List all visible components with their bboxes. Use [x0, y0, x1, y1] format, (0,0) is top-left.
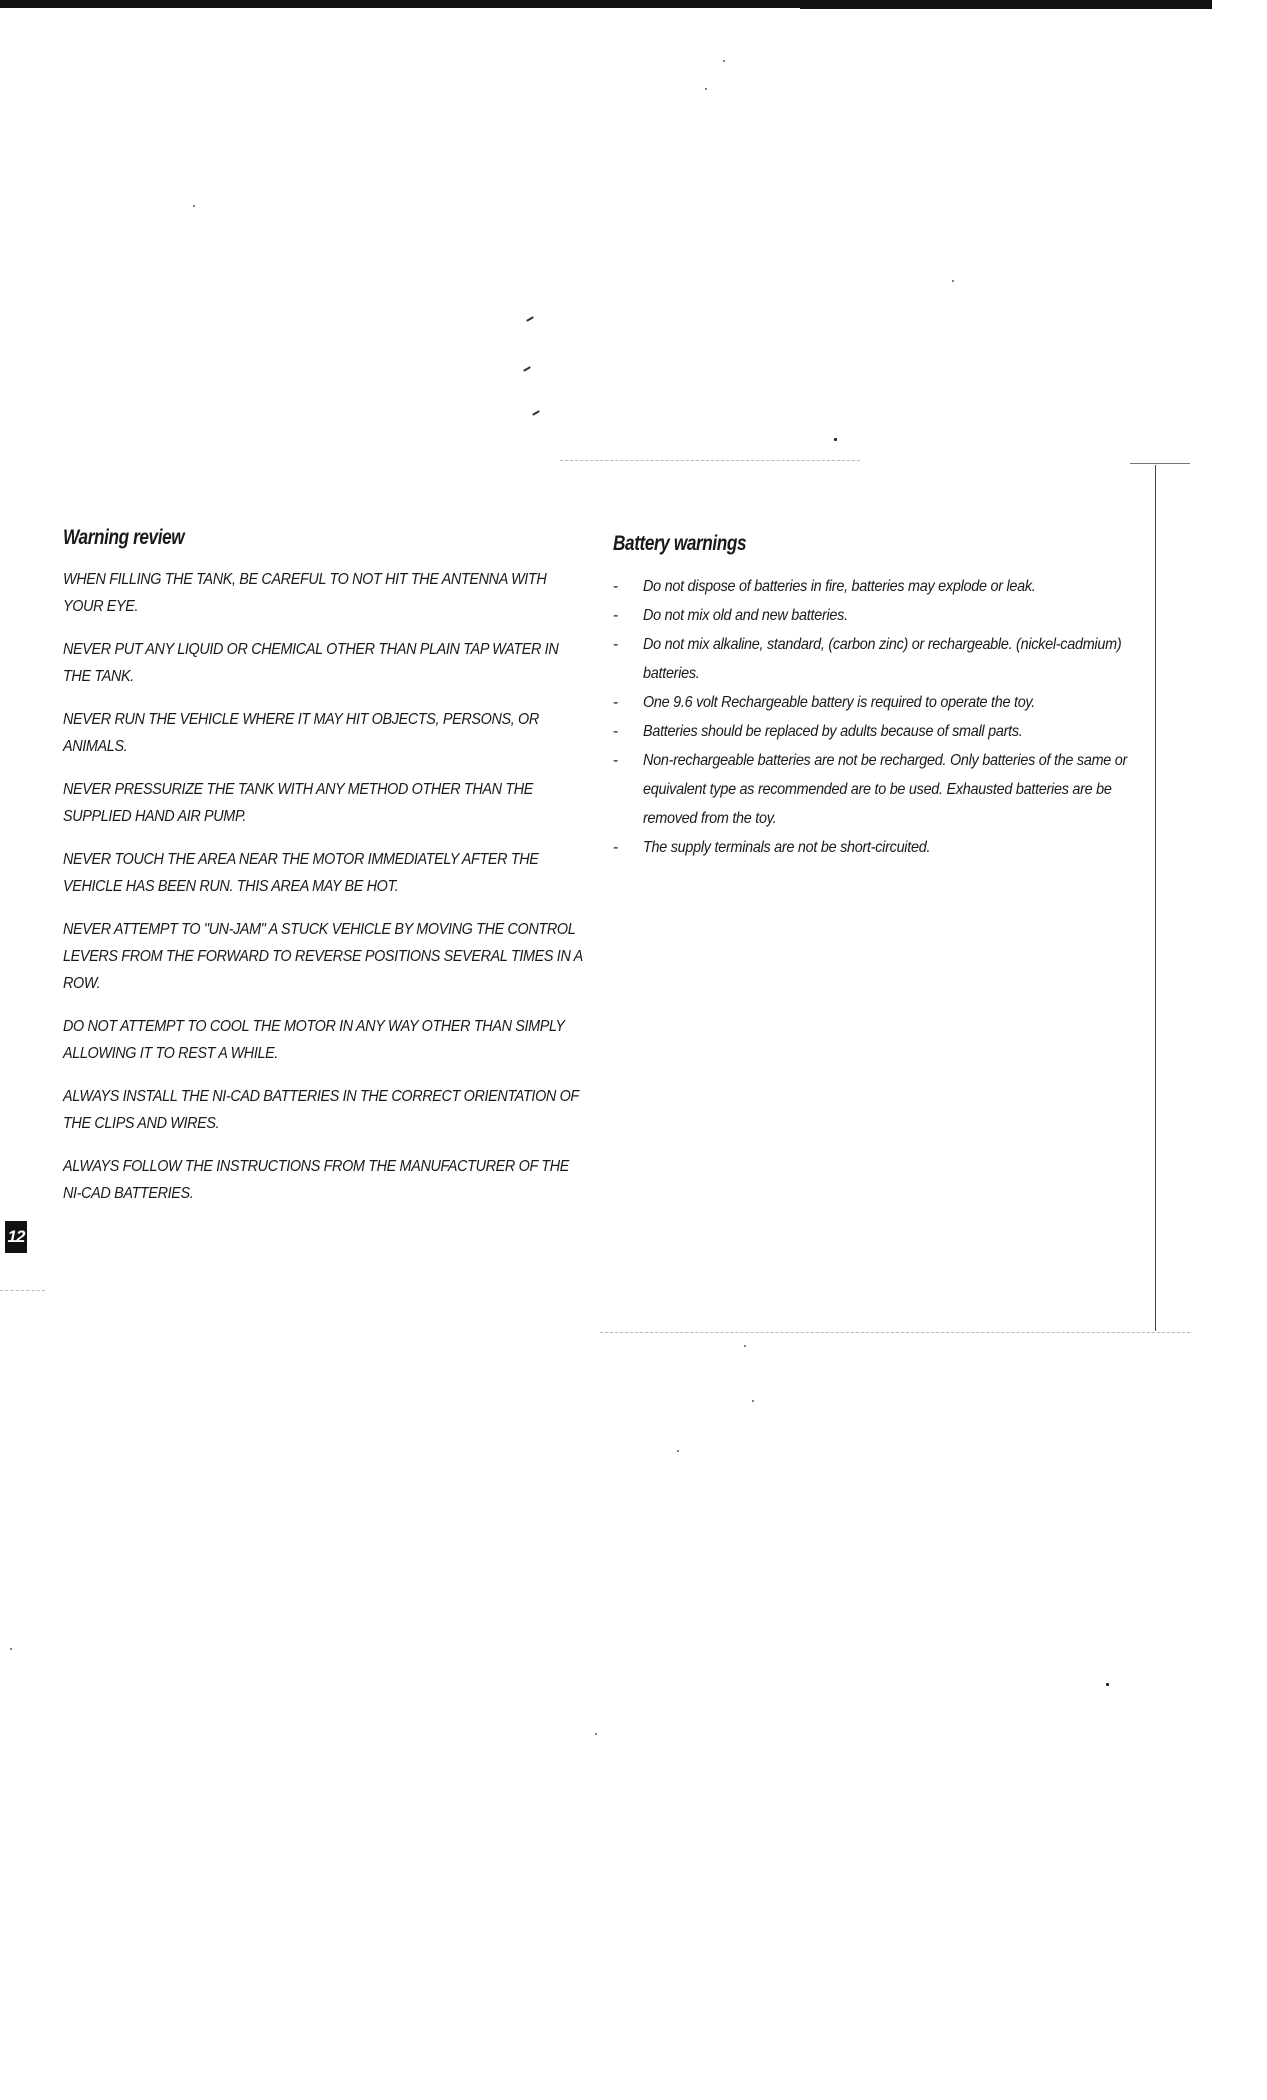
scan-speck	[952, 280, 954, 282]
warning-paragraph: ALWAYS INSTALL THE NI-CAD BATTERIES IN THE CORRECT ORIENTATION OF THE CLIPS AND WIRES.	[63, 1088, 579, 1132]
list-item	[613, 833, 1133, 862]
warning-review-title: Warning review	[63, 526, 185, 549]
scan-fold-line-top-right	[1130, 463, 1190, 464]
warning-paragraph: NEVER RUN THE VEHICLE WHERE IT MAY HIT OBJECTS, PERSONS, OR ANIMALS.	[63, 711, 539, 755]
battery-warnings-section	[613, 530, 1133, 862]
warning-paragraph: WHEN FILLING THE TANK, BE CAREFUL TO NOT HIT THE ANTENNA WITH YOUR EYE.	[63, 571, 547, 615]
scan-fold-line-top	[560, 460, 860, 461]
scan-speck	[523, 366, 531, 372]
warning-paragraph: NEVER TOUCH THE AREA NEAR THE MOTOR IMMEDIATELY AFTER THE VEHICLE HAS BEEN RUN. THIS AREA MAY BE HOT.	[63, 851, 539, 895]
list-bullet: -	[613, 607, 619, 624]
list-item	[613, 746, 1133, 833]
warning-paragraph: NEVER PRESSURIZE THE TANK WITH ANY METHOD OTHER THAN THE SUPPLIED HAND AIR PUMP.	[63, 781, 534, 825]
scan-speck	[677, 1450, 679, 1452]
list-item	[613, 630, 1133, 688]
list-bullet: -	[613, 723, 619, 740]
scan-speck	[10, 1648, 12, 1650]
scan-speck	[744, 1345, 746, 1347]
warning-paragraph: ALWAYS FOLLOW THE INSTRUCTIONS FROM THE MANUFACTURER OF THE NI-CAD BATTERIES.	[63, 1158, 569, 1202]
list-item-text: Do not mix old and new batteries.	[643, 607, 848, 624]
warning-paragraph: NEVER PUT ANY LIQUID OR CHEMICAL OTHER THAN PLAIN TAP WATER IN THE TANK.	[63, 641, 559, 685]
scan-fold-line-right	[1155, 465, 1156, 1331]
scan-fold-line-bottom	[600, 1332, 1190, 1333]
list-bullet: -	[613, 694, 619, 711]
list-bullet: -	[613, 839, 619, 856]
scan-speck	[723, 60, 725, 62]
scan-speck	[526, 316, 534, 322]
warning-review-section	[63, 524, 588, 1223]
scan-speck	[532, 410, 540, 416]
scan-speck	[834, 438, 837, 441]
list-item	[613, 601, 1133, 630]
list-item-text: Do not mix alkaline, standard, (carbon zinc) or rechargeable. (nickel-cadmium) batteries.	[643, 636, 1122, 682]
list-item-text: The supply terminals are not be short-circuited.	[643, 839, 931, 856]
list-bullet: -	[613, 578, 619, 595]
list-bullet: -	[613, 752, 619, 769]
scan-edge-mark-left	[0, 1290, 45, 1291]
warning-paragraph: DO NOT ATTEMPT TO COOL THE MOTOR IN ANY WAY OTHER THAN SIMPLY ALLOWING IT TO REST A WHILE.	[63, 1018, 565, 1062]
scan-speck	[595, 1733, 597, 1735]
list-bullet: -	[613, 636, 619, 653]
list-item-text: Non-rechargeable batteries are not be recharged. Only batteries of the same or equivalent type as recommended are to be used. Exhausted batteries are be removed from the toy.	[643, 752, 1128, 827]
warning-paragraph: NEVER ATTEMPT TO "UN-JAM" A STUCK VEHICLE BY MOVING THE CONTROL LEVERS FROM THE FORWARD TO REVERSE POSITIONS SEVERAL TIMES IN A ROW.	[63, 921, 583, 992]
scan-speck	[193, 205, 195, 207]
scan-speck	[1106, 1683, 1109, 1686]
list-item	[613, 717, 1133, 746]
scan-speck	[752, 1400, 754, 1402]
list-item	[613, 688, 1133, 717]
battery-warnings-list	[613, 572, 1133, 862]
list-item-text: One 9.6 volt Rechargeable battery is required to operate the toy.	[643, 694, 1036, 711]
list-item-text: Do not dispose of batteries in fire, batteries may explode or leak.	[643, 578, 1036, 595]
list-item	[613, 572, 1133, 601]
list-item-text: Batteries should be replaced by adults because of small parts.	[643, 723, 1023, 740]
scan-speck	[705, 88, 707, 90]
page-number: 12	[5, 1221, 27, 1253]
battery-warnings-title: Battery warnings	[613, 532, 747, 555]
top-scan-rule-edge	[800, 6, 1212, 9]
